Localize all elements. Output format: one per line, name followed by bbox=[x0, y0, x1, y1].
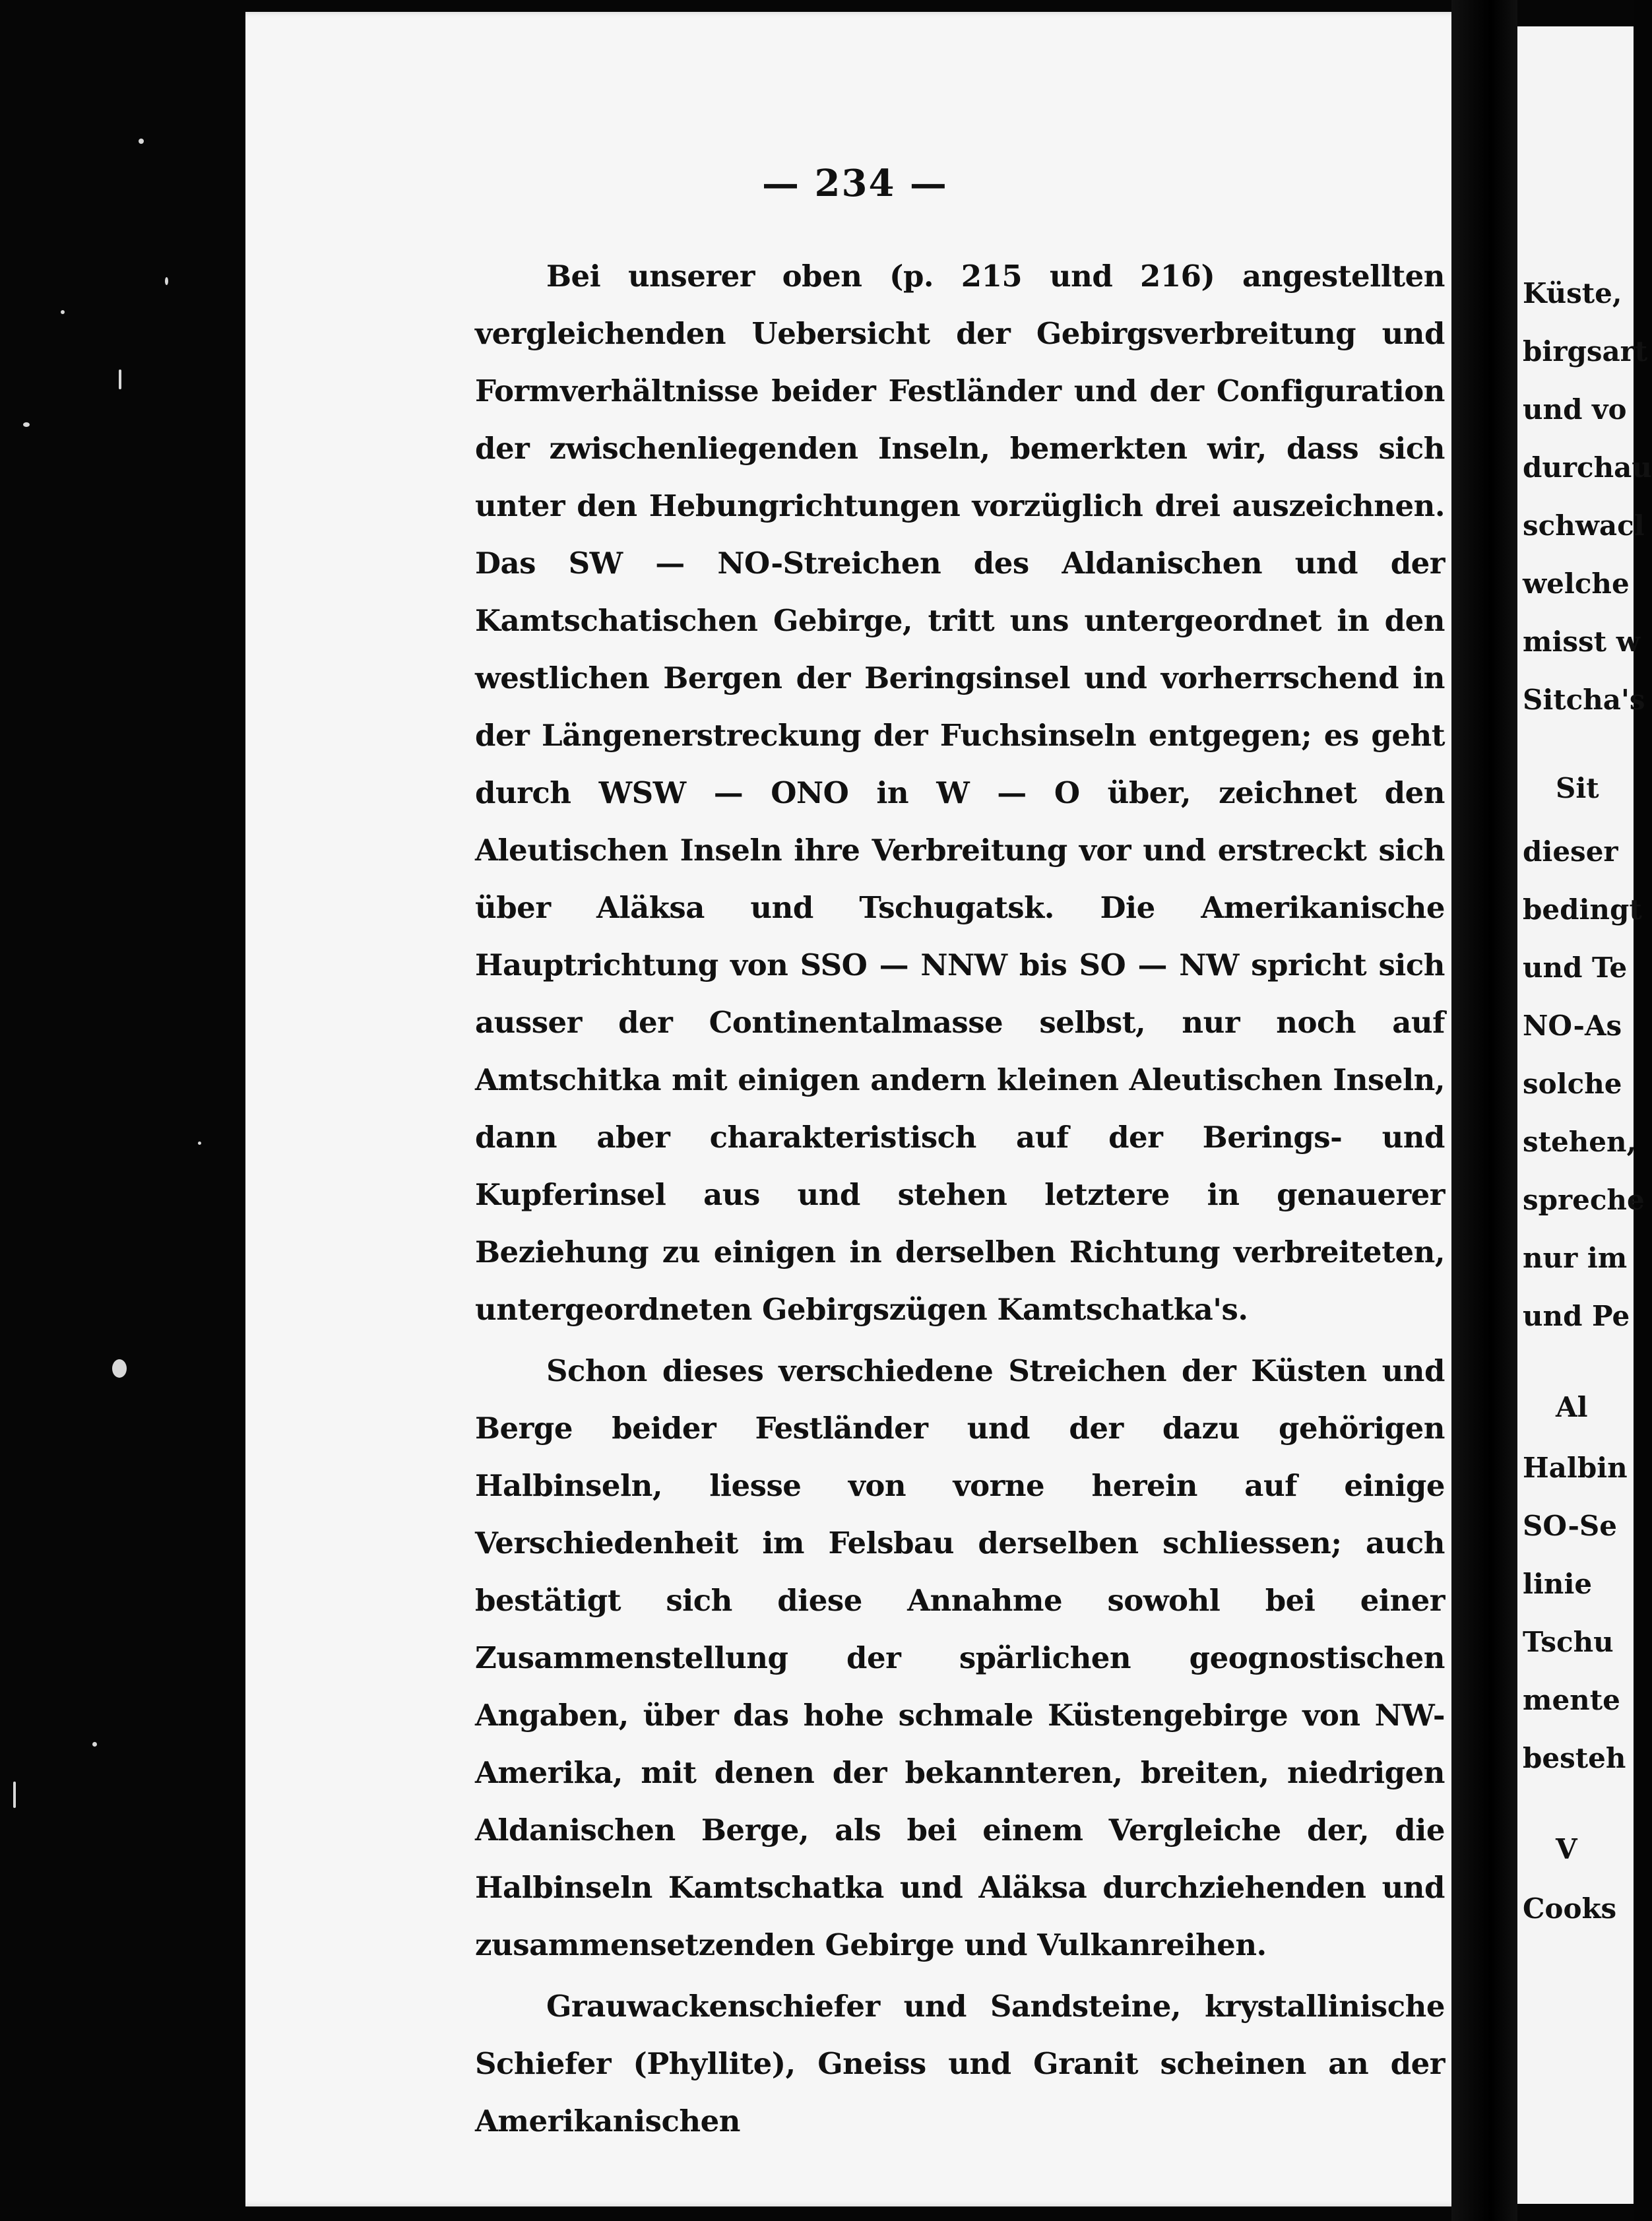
adjacent-line: V bbox=[1556, 1833, 1577, 1865]
adjacent-line: bedingt bbox=[1523, 893, 1642, 926]
adjacent-line: dieser bbox=[1523, 835, 1618, 868]
page-body bbox=[475, 247, 1445, 2150]
adjacent-line: und Pe bbox=[1523, 1300, 1630, 1332]
dust-speck bbox=[23, 422, 30, 427]
dust-speck bbox=[165, 277, 168, 285]
dust-speck bbox=[112, 1359, 127, 1378]
dust-speck bbox=[119, 370, 121, 389]
adjacent-line: NO-As bbox=[1523, 1010, 1622, 1042]
adjacent-line: SO-Se bbox=[1523, 1510, 1617, 1542]
dust-speck bbox=[198, 1142, 201, 1145]
paragraph: Bei unserer oben (p. 215 und 216) angestellten vergleichenden Uebersicht der Gebirgsverbreitung und Formverhältnisse beider Festländer und der Configuration der zwischenliegenden Inseln, bemerkten wir, dass sich unter den Hebungrichtungen vorzüglich drei auszeichnen. Das SW — NO-Streichen des Aldanischen und der Kamtschatischen Gebirge, tritt uns untergeordnet in den westlichen Bergen der Beringsinsel und vorherrschend in der Längenerstreckung der Fuchsinseln entgegen; es geht durch WSW — ONO in W — O über, zeichnet den Aleutischen Inseln ihre Verbreitung vor und erstreckt sich über Aläksa und Tschugatsk. Die Amerikanische Hauptrichtung von SSO — NNW bis SO — NW spricht sich ausser der Continentalmasse selbst, nur noch auf Amtschitka mit einigen andern kleinen Aleutischen Inseln, dann aber charakteristisch auf der Berings- und Kupferinsel aus und stehen letztere in genauerer Beziehung zu einigen in derselben Richtung verbreiteten, untergeordneten Gebirgszügen Kamtschatka's. bbox=[475, 259, 1445, 1327]
adjacent-line: nur im bbox=[1523, 1242, 1628, 1274]
adjacent-line: solche bbox=[1523, 1068, 1622, 1100]
adjacent-line: Sitcha's bbox=[1523, 684, 1645, 716]
adjacent-line: schwacl bbox=[1523, 509, 1645, 542]
adjacent-line: birgsart bbox=[1523, 335, 1648, 368]
paragraph: Schon dieses verschiedene Streichen der Küsten und Berge beider Festländer und der dazu gehörigen Halbinseln, liesse von vorne herein auf einige Verschiedenheit im Felsbau derselben schliessen; auch bestätigt sich diese Annahme sowohl bei einer Zusammenstellung der spärlichen geognostischen Angaben, über das hohe schmale Küstengebirge von NW-Amerika, mit denen der bekannteren, breiten, niedrigen Aldanischen Berge, als bei einem Vergleiche der, die Halbinseln Kamtschatka und Aläksa durchziehenden und zusammensetzenden Gebirge und Vulkanreihen. bbox=[475, 1353, 1445, 1962]
adjacent-line: besteh bbox=[1523, 1742, 1626, 1774]
adjacent-line: misst w bbox=[1523, 626, 1640, 658]
dust-speck bbox=[61, 310, 65, 314]
page-number: — 234 — bbox=[762, 162, 948, 205]
adjacent-line: Cooks bbox=[1523, 1892, 1617, 1925]
adjacent-line: Sit bbox=[1556, 772, 1599, 804]
adjacent-page-edge bbox=[1517, 26, 1652, 2204]
adjacent-line: durchau bbox=[1523, 451, 1652, 484]
adjacent-line: Küste, bbox=[1523, 277, 1622, 309]
adjacent-line: linie bbox=[1523, 1568, 1593, 1600]
adjacent-line: stehen, bbox=[1523, 1126, 1637, 1158]
dust-speck bbox=[139, 139, 144, 144]
paragraph: Grauwackenschiefer und Sandsteine, krystallinische Schiefer (Phyllite), Gneiss und Granit scheinen an der Amerikanischen bbox=[475, 1989, 1445, 2139]
adjacent-line: Tschu bbox=[1523, 1626, 1614, 1658]
adjacent-line: Halbin bbox=[1523, 1452, 1628, 1484]
book-gutter bbox=[1451, 0, 1517, 2221]
dust-speck bbox=[92, 1742, 97, 1747]
adjacent-line: und Te bbox=[1523, 951, 1628, 984]
adjacent-line: Al bbox=[1556, 1391, 1588, 1423]
dust-speck bbox=[13, 1782, 16, 1808]
adjacent-line: welche bbox=[1523, 567, 1630, 600]
adjacent-line: und vo bbox=[1523, 393, 1627, 426]
adjacent-line: mente bbox=[1523, 1684, 1620, 1716]
adjacent-line: spreche bbox=[1523, 1184, 1645, 1216]
